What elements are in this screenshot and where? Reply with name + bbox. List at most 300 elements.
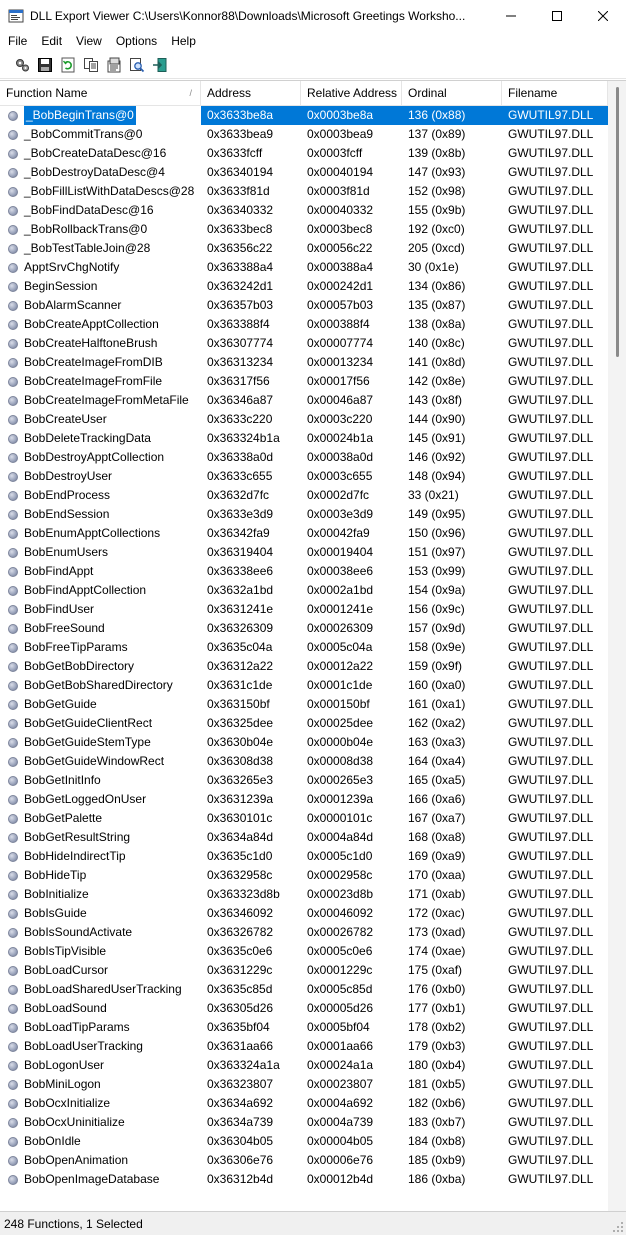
function-name-label: BobGetGuideWindowRect: [24, 754, 165, 768]
cell-function-name: [0, 372, 201, 391]
function-name-label: BobGetBobSharedDirectory: [24, 678, 173, 692]
cell-relative-address: 0x0003c220: [307, 412, 373, 426]
cell-ordinal: 147 (0x93): [408, 165, 466, 179]
table-row[interactable]: [0, 144, 608, 163]
cell-function-name: [0, 296, 201, 315]
cell-address: 0x3633e3d9: [207, 507, 274, 521]
column-address[interactable]: [201, 81, 301, 105]
menu-edit[interactable]: Edit: [41, 34, 63, 48]
function-bullet-icon: [8, 168, 18, 178]
table-row[interactable]: [0, 942, 608, 961]
app-icon: [8, 8, 24, 24]
cell-relative-address: 0x00040332: [307, 203, 374, 217]
cell-function-name: [0, 1094, 201, 1113]
cell-function-name: [0, 638, 201, 657]
cell-function-name: [0, 334, 201, 353]
cell-ordinal: 134 (0x86): [408, 279, 466, 293]
function-name-label: BobLoadTipParams: [24, 1020, 130, 1034]
cell-relative-address: 0x0005c04a: [307, 640, 373, 654]
function-name-label: BobFreeTipParams: [24, 640, 128, 654]
function-name-label: _BobTestTableJoin@28: [24, 241, 151, 255]
cell-filename: GWUTIL97.DLL: [508, 412, 594, 426]
cell-address: 0x363388a4: [207, 260, 274, 274]
cell-function-name: [0, 828, 201, 847]
function-bullet-icon: [8, 358, 18, 368]
table-row[interactable]: [0, 315, 608, 334]
cell-ordinal: 154 (0x9a): [408, 583, 466, 597]
cell-ordinal: 155 (0x9b): [408, 203, 466, 217]
function-name-label: BeginSession: [24, 279, 98, 293]
function-name-label: BobCreateImageFromFile: [24, 374, 163, 388]
cell-address: 0x3631241e: [207, 602, 274, 616]
cell-function-name: [0, 1170, 201, 1189]
cell-address: 0x3633be8a: [201, 106, 301, 125]
cell-filename: GWUTIL97.DLL: [508, 336, 594, 350]
column-relative-address[interactable]: [301, 81, 402, 105]
cell-address: 0x3633f81d: [207, 184, 270, 198]
table-row[interactable]: [0, 448, 608, 467]
cell-address: 0x36319404: [207, 545, 274, 559]
cell-function-name: [0, 277, 201, 296]
cell-relative-address: 0x0001241e: [307, 602, 374, 616]
function-bullet-icon: [8, 700, 18, 710]
table-row[interactable]: [0, 524, 608, 543]
function-bullet-icon: [8, 605, 18, 615]
table-row[interactable]: [0, 733, 608, 752]
cell-relative-address: 0x0002a1bd: [307, 583, 374, 597]
cell-filename: GWUTIL97.DLL: [508, 811, 594, 825]
cell-ordinal: 139 (0x8b): [408, 146, 466, 160]
column-filename[interactable]: [502, 81, 608, 105]
cell-function-name: [0, 410, 201, 429]
cell-address: 0x36326309: [207, 621, 274, 635]
properties-button[interactable]: [10, 54, 33, 76]
cell-address: 0x3633bec8: [207, 222, 273, 236]
cell-address: 0x363324b1a: [207, 431, 280, 445]
table-row[interactable]: [0, 163, 608, 182]
function-bullet-icon: [8, 833, 18, 843]
function-name-label: ApptSrvChgNotify: [24, 260, 120, 274]
cell-ordinal: 143 (0x8f): [408, 393, 463, 407]
function-bullet-icon: [8, 1137, 18, 1147]
cell-ordinal: 141 (0x8d): [408, 355, 466, 369]
find-button[interactable]: [125, 54, 148, 76]
cell-address: 0x3631aa66: [207, 1039, 274, 1053]
cell-relative-address: 0x0001aa66: [307, 1039, 374, 1053]
exit-icon: [152, 57, 168, 73]
cell-address: 0x3635c85d: [207, 982, 273, 996]
cell-filename: GWUTIL97.DLL: [508, 1001, 594, 1015]
function-bullet-icon: [8, 339, 18, 349]
table-row[interactable]: [0, 201, 608, 220]
table-row[interactable]: [0, 999, 608, 1018]
table-row[interactable]: [0, 1018, 608, 1037]
cell-relative-address: 0x00038a0d: [307, 450, 374, 464]
function-name-label: BobDeleteTrackingData: [24, 431, 151, 445]
cell-filename: GWUTIL97.DLL: [508, 1134, 594, 1148]
resize-grip-icon[interactable]: [612, 1221, 624, 1233]
function-name-label: BobLoadCursor: [24, 963, 109, 977]
cell-relative-address: 0x00046a87: [307, 393, 374, 407]
function-bullet-icon: [8, 206, 18, 216]
column-label: Address: [207, 86, 252, 100]
save-button[interactable]: [33, 54, 56, 76]
table-row[interactable]: [0, 619, 608, 638]
cell-filename: GWUTIL97.DLL: [508, 526, 594, 540]
function-bullet-icon: [8, 301, 18, 311]
minimize-icon: [506, 11, 516, 21]
cell-address: 0x36326782: [207, 925, 274, 939]
cell-address: 0x3633fcff: [207, 146, 263, 160]
table-row[interactable]: [0, 182, 608, 201]
function-name-label: BobFindUser: [24, 602, 95, 616]
table-row[interactable]: [0, 1075, 608, 1094]
function-name-label: BobDestroyApptCollection: [24, 450, 165, 464]
function-name-label: BobIsTipVisible: [24, 944, 107, 958]
cell-function-name: [0, 543, 201, 562]
column-label: Relative Address: [307, 86, 398, 100]
maximize-icon: [552, 11, 562, 21]
cell-ordinal: 176 (0xb0): [408, 982, 466, 996]
html-report-button[interactable]: [102, 54, 125, 76]
table-row[interactable]: [0, 1056, 608, 1075]
cell-filename: GWUTIL97.DLL: [508, 944, 594, 958]
cell-function-name: [0, 904, 201, 923]
function-name-label: BobEnumApptCollections: [24, 526, 161, 540]
table-row[interactable]: [0, 239, 608, 258]
cell-ordinal: 138 (0x8a): [408, 317, 466, 331]
cell-filename: GWUTIL97.DLL: [508, 906, 594, 920]
cell-address: 0x363242d1: [207, 279, 274, 293]
cell-address: 0x363323d8b: [207, 887, 280, 901]
table-row[interactable]: [0, 334, 608, 353]
function-name-label: BobGetLoggedOnUser: [24, 792, 147, 806]
function-name-label: BobGetBobDirectory: [24, 659, 135, 673]
cell-relative-address: 0x00025dee: [307, 716, 374, 730]
cell-address: 0x36313234: [207, 355, 274, 369]
function-name-label: BobGetGuideClientRect: [24, 716, 153, 730]
window-title: DLL Export Viewer C:\Users\Konnor88\Downloads\Microsoft Greetings Worksho...: [30, 9, 466, 23]
cell-function-name: [0, 961, 201, 980]
cell-relative-address: 0x0004a692: [307, 1096, 374, 1110]
function-name-label: _BobCreateDataDesc@16: [24, 146, 167, 160]
function-name-label: _BobBeginTrans@0: [24, 106, 136, 125]
table-row[interactable]: [0, 961, 608, 980]
table-row[interactable]: [0, 581, 608, 600]
cell-relative-address: 0x00004b05: [307, 1134, 374, 1148]
table-row[interactable]: [0, 904, 608, 923]
menu-help[interactable]: Help: [171, 34, 196, 48]
cell-ordinal: 160 (0xa0): [408, 678, 466, 692]
table-row[interactable]: [0, 847, 608, 866]
table-row[interactable]: [0, 600, 608, 619]
function-bullet-icon: [8, 320, 18, 330]
exit-button[interactable]: [148, 54, 171, 76]
cell-filename: GWUTIL97.DLL: [508, 887, 594, 901]
cell-address: 0x36308d38: [207, 754, 274, 768]
table-row[interactable]: [0, 429, 608, 448]
cell-ordinal: 170 (0xaa): [408, 868, 466, 882]
menu-file[interactable]: File: [8, 34, 28, 48]
cell-ordinal: 151 (0x97): [408, 545, 466, 559]
cell-relative-address: 0x00024b1a: [307, 431, 374, 445]
cell-ordinal: 182 (0xb6): [408, 1096, 466, 1110]
table-row[interactable]: [0, 657, 608, 676]
cell-function-name: [0, 676, 201, 695]
column-ordinal[interactable]: [402, 81, 502, 105]
cell-filename: GWUTIL97.DLL: [508, 393, 594, 407]
cell-relative-address: 0x000242d1: [307, 279, 374, 293]
menu-view[interactable]: View: [76, 34, 102, 48]
function-name-label: BobIsSoundActivate: [24, 925, 133, 939]
cell-filename: GWUTIL97.DLL: [508, 545, 594, 559]
cell-function-name: [0, 809, 201, 828]
cell-ordinal: 192 (0xc0): [408, 222, 465, 236]
cell-address: 0x363150bf: [207, 697, 270, 711]
table-row[interactable]: [0, 809, 608, 828]
cell-relative-address: 0x000150bf: [307, 697, 370, 711]
table-row[interactable]: [0, 258, 608, 277]
cell-address: 0x3630101c: [207, 811, 273, 825]
cell-ordinal: 150 (0x96): [408, 526, 466, 540]
table-row[interactable]: [0, 1113, 608, 1132]
cell-function-name: [0, 581, 201, 600]
function-name-label: _BobFindDataDesc@16: [24, 203, 154, 217]
table-row[interactable]: [0, 467, 608, 486]
function-bullet-icon: [8, 776, 18, 786]
table-row[interactable]: [0, 486, 608, 505]
table-row[interactable]: [0, 828, 608, 847]
cell-function-name: [0, 1075, 201, 1094]
function-name-label: _BobRollbackTrans@0: [24, 222, 148, 236]
cell-address: 0x36357b03: [207, 298, 274, 312]
function-bullet-icon: [8, 263, 18, 273]
cell-filename: GWUTIL97.DLL: [508, 830, 594, 844]
table-row[interactable]: [0, 1151, 608, 1170]
table-row[interactable]: [0, 923, 608, 942]
function-name-label: BobLogonUser: [24, 1058, 105, 1072]
cell-filename: GWUTIL97.DLL: [502, 106, 608, 125]
function-name-label: BobInitialize: [24, 887, 89, 901]
close-button[interactable]: [580, 0, 626, 32]
cell-filename: GWUTIL97.DLL: [508, 241, 594, 255]
menu-bar: [0, 32, 626, 51]
cell-function-name: [0, 1037, 201, 1056]
cell-address: 0x36307774: [207, 336, 274, 350]
cell-function-name: [0, 923, 201, 942]
column-label: Function Name: [6, 86, 88, 100]
scrollbar-thumb[interactable]: [616, 87, 619, 357]
cell-ordinal: 167 (0xa7): [408, 811, 466, 825]
table-row[interactable]: [0, 1170, 608, 1189]
function-bullet-icon: [8, 928, 18, 938]
table-row[interactable]: [0, 980, 608, 999]
cell-relative-address: 0x000265e3: [307, 773, 374, 787]
cell-ordinal: 186 (0xba): [408, 1172, 466, 1186]
cell-function-name: [0, 486, 201, 505]
cell-function-name: [0, 847, 201, 866]
status-bar: [0, 1211, 626, 1235]
vertical-scrollbar[interactable]: [608, 81, 626, 1212]
cell-address: 0x363324a1a: [207, 1058, 280, 1072]
table-row[interactable]: [0, 1037, 608, 1056]
cell-relative-address: 0x0005bf04: [307, 1020, 370, 1034]
function-bullet-icon: [8, 396, 18, 406]
table-row[interactable]: [0, 1132, 608, 1151]
function-bullet-icon: [8, 643, 18, 653]
cell-address: 0x36346092: [207, 906, 274, 920]
cell-ordinal: 144 (0x90): [408, 412, 466, 426]
cell-relative-address: 0x000388a4: [307, 260, 374, 274]
cell-filename: GWUTIL97.DLL: [508, 317, 594, 331]
function-name-label: BobGetResultString: [24, 830, 131, 844]
cell-ordinal: 152 (0x98): [408, 184, 466, 198]
table-row[interactable]: [0, 277, 608, 296]
table-row[interactable]: [0, 543, 608, 562]
table-row[interactable]: [0, 562, 608, 581]
column-function-name[interactable]: [0, 81, 201, 105]
cell-function-name: [0, 600, 201, 619]
cell-ordinal: 162 (0xa2): [408, 716, 466, 730]
cell-relative-address: 0x0005c0e6: [307, 944, 373, 958]
cell-filename: GWUTIL97.DLL: [508, 374, 594, 388]
function-bullet-icon: [8, 282, 18, 292]
table-row[interactable]: [0, 885, 608, 904]
cell-function-name: [0, 429, 201, 448]
cell-address: 0x36338ee6: [207, 564, 274, 578]
table-row[interactable]: [0, 676, 608, 695]
table-row[interactable]: [0, 866, 608, 885]
function-bullet-icon: [8, 1023, 18, 1033]
cell-function-name: [0, 315, 201, 334]
function-bullet-icon: [8, 795, 18, 805]
cell-filename: GWUTIL97.DLL: [508, 697, 594, 711]
function-name-label: _BobDestroyDataDesc@4: [24, 165, 165, 179]
table-row[interactable]: [0, 695, 608, 714]
cell-ordinal: 180 (0xb4): [408, 1058, 466, 1072]
function-bullet-icon: [8, 662, 18, 672]
cell-function-name: [0, 505, 201, 524]
function-bullet-icon: [8, 548, 18, 558]
cell-function-name: [0, 524, 201, 543]
function-name-label: BobEndSession: [24, 507, 110, 521]
cell-relative-address: 0x0003e3d9: [307, 507, 374, 521]
table-row[interactable]: [0, 372, 608, 391]
cell-address: 0x36356c22: [207, 241, 273, 255]
function-bullet-icon: [8, 890, 18, 900]
cell-relative-address: 0x0005c1d0: [307, 849, 373, 863]
cell-relative-address: 0x00023d8b: [307, 887, 374, 901]
cell-function-name: [0, 144, 201, 163]
table-row[interactable]: [0, 410, 608, 429]
copy-button[interactable]: [79, 54, 102, 76]
menu-options[interactable]: Options: [115, 34, 158, 48]
table-row[interactable]: [0, 771, 608, 790]
cell-address: 0x3633c220: [207, 412, 273, 426]
cell-ordinal: 146 (0x92): [408, 450, 466, 464]
cell-relative-address: 0x0001229c: [307, 963, 373, 977]
cell-ordinal: 30 (0x1e): [408, 260, 459, 274]
find-icon: [129, 57, 145, 73]
table-row[interactable]: [0, 638, 608, 657]
cell-function-name: [0, 391, 201, 410]
function-bullet-icon: [8, 814, 18, 824]
table-row[interactable]: [0, 296, 608, 315]
function-bullet-icon: [8, 966, 18, 976]
table-row[interactable]: [0, 714, 608, 733]
cell-relative-address: 0x000388f4: [307, 317, 370, 331]
cell-filename: GWUTIL97.DLL: [508, 222, 594, 236]
cell-address: 0x36340332: [207, 203, 274, 217]
cell-function-name: [0, 1056, 201, 1075]
table-row[interactable]: [0, 125, 608, 144]
table-row[interactable]: [0, 220, 608, 239]
function-bullet-icon: [8, 510, 18, 520]
cell-address: 0x3633c655: [207, 469, 273, 483]
minimize-button[interactable]: [488, 0, 534, 32]
table-row[interactable]: [0, 391, 608, 410]
cell-function-name: [0, 1113, 201, 1132]
cell-relative-address: 0x0004a739: [307, 1115, 374, 1129]
cell-ordinal: 135 (0x87): [408, 298, 466, 312]
cell-ordinal: 185 (0xb9): [408, 1153, 466, 1167]
cell-relative-address: 0x0001c1de: [307, 678, 373, 692]
exports-list[interactable]: [0, 80, 626, 1212]
cell-ordinal: 165 (0xa5): [408, 773, 466, 787]
refresh-button[interactable]: [56, 54, 79, 76]
cell-function-name: [0, 1132, 201, 1151]
cell-function-name: [0, 714, 201, 733]
cell-address: 0x36325dee: [207, 716, 274, 730]
cell-ordinal: 175 (0xaf): [408, 963, 463, 977]
cell-relative-address: 0x0004a84d: [307, 830, 374, 844]
function-name-label: BobGetInitInfo: [24, 773, 101, 787]
table-row[interactable]: [0, 1094, 608, 1113]
cell-relative-address: 0x00026782: [307, 925, 374, 939]
function-bullet-icon: [8, 1042, 18, 1052]
cell-ordinal: 156 (0x9c): [408, 602, 465, 616]
cell-address: 0x3635bf04: [207, 1020, 270, 1034]
cell-ordinal: 142 (0x8e): [408, 374, 466, 388]
cell-filename: GWUTIL97.DLL: [508, 1153, 594, 1167]
table-row[interactable]: [0, 353, 608, 372]
function-bullet-icon: [8, 225, 18, 235]
table-row[interactable]: [0, 505, 608, 524]
function-bullet-icon: [8, 1061, 18, 1071]
function-name-label: BobLoadUserTracking: [24, 1039, 143, 1053]
cell-relative-address: 0x00006e76: [307, 1153, 374, 1167]
cell-filename: GWUTIL97.DLL: [508, 260, 594, 274]
properties-icon: [14, 57, 30, 73]
function-name-label: BobGetGuide: [24, 697, 97, 711]
cell-relative-address: 0x0002958c: [307, 868, 373, 882]
cell-relative-address: 0x0003f81d: [307, 184, 370, 198]
status-text: 248 Functions, 1 Selected: [4, 1216, 143, 1231]
table-row[interactable]: [0, 106, 608, 125]
function-name-label: BobCreateImageFromDIB: [24, 355, 163, 369]
table-row[interactable]: [0, 752, 608, 771]
table-row[interactable]: [0, 790, 608, 809]
function-name-label: BobHideIndirectTip: [24, 849, 126, 863]
title-bar[interactable]: [0, 0, 626, 32]
cell-ordinal: 153 (0x99): [408, 564, 466, 578]
maximize-button[interactable]: [534, 0, 580, 32]
cell-filename: GWUTIL97.DLL: [508, 1058, 594, 1072]
cell-filename: GWUTIL97.DLL: [508, 678, 594, 692]
cell-ordinal: 161 (0xa1): [408, 697, 466, 711]
cell-filename: GWUTIL97.DLL: [508, 640, 594, 654]
cell-relative-address: 0x00056c22: [307, 241, 373, 255]
